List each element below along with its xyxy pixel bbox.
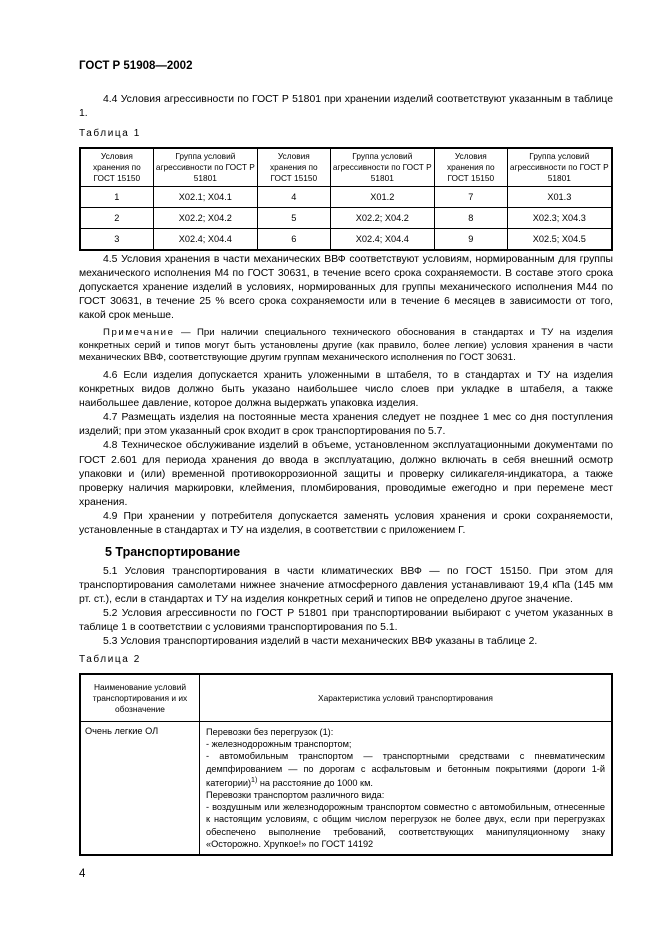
note-text: — При наличии специального технического обоснования в стандартах и ТУ на изделия конкретных серий и типов могут быть установлены другие (как правило, более легкие) условия хранения в части механических ВВФ, соответствующие другим группам механического исполнения по ГОСТ 30631. [79,327,613,364]
paragraph-5-1: 5.1 Условия транспортирования в части климатических ВВФ — по ГОСТ 15150. При этом для транспортирования самолетами нижнее значение атмосферного давления устанавливают 19,4 кПа (145 мм рт. ст.), если в стандартах и ТУ на изделия конкретных серий и типов не определено другое значение. [79,566,613,606]
paragraph-5-2: 5.2 Условия агрессивности по ГОСТ Р 51801 при транспортировании выбирают с учетом указанных в таблице 1 в соответствии с условиями транспортирования по 5.1. [79,608,613,634]
table-cell: Х02.4; Х04.4 [153,228,257,250]
cell-line: - железнодорожным транспортом; [206,739,352,750]
table-1-caption: Таблица 1 [79,128,141,139]
table-row [80,228,612,250]
cell-line-text: на расстояние до 1000 км. [257,777,373,788]
cell-line-text: - автомобильным транспортом — транспортными средствами с пневматическим демпфированием — по дорогам с асфальтовым и бетонным покрытиями (дороги 1-й категории) [206,751,605,788]
table-header-cell: Условия хранения по ГОСТ 15150 [257,148,330,186]
table-cell: 1 [80,186,153,207]
paragraph-4-7: 4.7 Размещать изделия на постоянные места хранения следует не позднее 1 мес со дня поступления изделий; при этом указанный срок входит в срок транспортирования по 5.7. [79,412,613,438]
paragraph-4-4 [79,93,613,121]
table-row [80,186,612,207]
table-cell: 2 [80,207,153,228]
table-cell: 6 [257,228,330,250]
paragraphs-4-5-to-4-9 [79,253,613,538]
table-cell [200,722,613,856]
table-cell: Х02.2; Х04.2 [153,207,257,228]
paragraph-4-5: 4.5 Условия хранения в части механических ВВФ соответствуют условиям, нормированным для группы механического исполнения М4 по ГОСТ 30631, в течение всего срока сохраняемости. В составе этого срока допускается хранение изделий в условиях, нормированных для группы механического исполнения М44 по ГОСТ 30631, в течение 25 % всего срока сохраняемости или в течение 6 месяцев в зависимости от того, какой срок меньше. [79,254,613,322]
cell-line: - воздушным или железнодорожным транспортом совместно с автомобильным, отнесенные к настоящим условиям, с общим числом перегрузок не более двух, если при перегрузках обеспечено выполнение требований, соответствующих манипуляционному знаку «Осторожно. Хрупкое!» по ГОСТ 14192 [206,802,605,849]
table-cell: 7 [434,186,507,207]
table-header-cell: Условия хранения по ГОСТ 15150 [434,148,507,186]
table-1 [79,147,613,251]
table-cell: 3 [80,228,153,250]
table-cell: Х01.2 [330,186,434,207]
note [79,327,613,365]
table-header-cell: Условия хранения по ГОСТ 15150 [80,148,153,186]
table-2-caption: Таблица 2 [79,654,141,665]
table-cell: Х01.3 [507,186,612,207]
section-5-heading: 5 Транспортирование [105,545,241,559]
table-row [80,722,612,856]
table-cell: Х02.2; Х04.2 [330,207,434,228]
table-cell: 9 [434,228,507,250]
table-cell: 5 [257,207,330,228]
paragraphs-5-1-to-5-3 [79,565,613,650]
document-header: ГОСТ Р 51908—2002 [79,60,193,72]
table-header-cell: Наименование условий транспортирования и их обозначение [80,674,200,722]
table-row [80,207,612,228]
note-label: Примечание [103,327,175,339]
cell-line: Перевозки без перегрузок (1): [206,727,334,737]
paragraph-5-3: 5.3 Условия транспортирования изделий в части механических ВВФ указаны в таблице 2. [103,636,538,648]
table-cell: Очень легкие ОЛ [80,722,200,856]
paragraph-4-9: 4.9 При хранении у потребителя допускается заменять условия хранения и сроки сохраняемости, установленные в стандартах и ТУ на изделия, в соответствии с приложением Г. [79,510,613,536]
table-cell: Х02.3; Х04.3 [507,207,612,228]
table-2 [79,673,613,856]
table-cell: Х02.4; Х04.4 [330,228,434,250]
table-header-cell: Группа условий агрессивности по ГОСТ Р 51801 [507,148,612,186]
table-cell: 4 [257,186,330,207]
table-header-cell: Группа условий агрессивности по ГОСТ Р 51801 [330,148,434,186]
table-cell: 8 [434,207,507,228]
table-header-cell: Группа условий агрессивности по ГОСТ Р 51801 [153,148,257,186]
cell-line [206,750,605,789]
paragraph-4-8: 4.8 Техническое обслуживание изделий в объеме, установленном эксплуатационными документами по ГОСТ 2.601 для периода хранения до ввода в эксплуатацию, должно включать в себя внешний осмотр упаковки и (или) временной противокоррозионной защиты и проверку силикагеля-индикатора, а также проверку наличия маркировки, клеймения, пломбирования, проводимые ежегодно и при перемене мест хранения. [79,440,613,508]
paragraph-4-6: 4.6 Если изделия допускается хранить уложенными в штабеля, то в стандартах и ТУ на изделия конкретных видов должно быть указано наибольшее число слоев при укладке в штабеля, а также наибольшее давление, которое должна выдержать упаковка изделия. [79,369,613,410]
footnote-mark: 1) [251,776,258,784]
table-header-cell: Характеристика условий транспортирования [200,674,613,722]
cell-line: Перевозки транспортом различного вида: [206,790,385,801]
table-cell: Х02.1; Х04.1 [153,186,257,207]
page-number: 4 [79,868,86,880]
paragraph-text: 4.4 Условия агрессивности по ГОСТ Р 51801 при хранении изделий соответствуют указанным в таблице 1. [79,94,613,120]
table-cell: Х02.5; Х04.5 [507,228,612,250]
